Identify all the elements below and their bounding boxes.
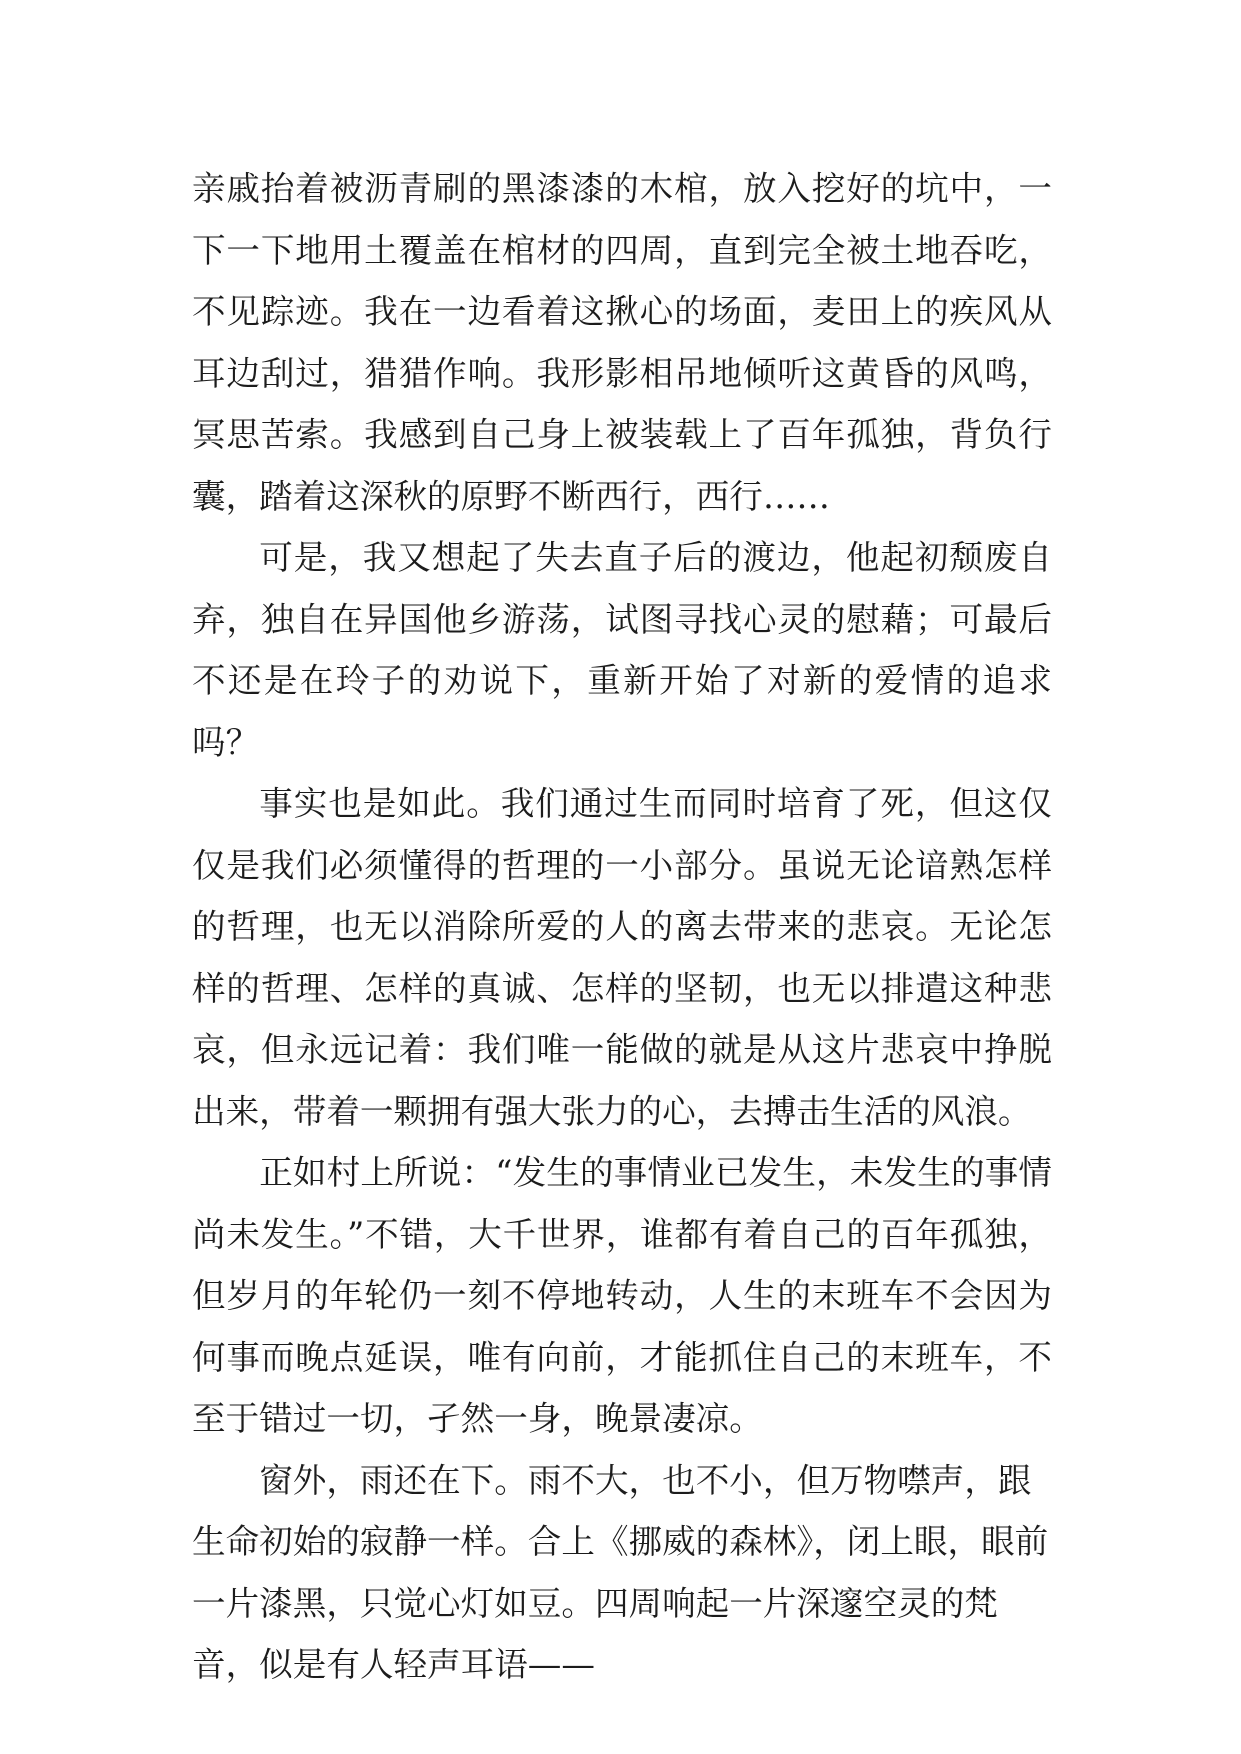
paragraph-1: 亲戚抬着被沥青刷的黑漆漆的木棺，放入挖好的坑中，一下一下地用土覆盖在棺材的四周，直到完全被土地吞吃，不见踪迹。我在一边看着这揪心的场面，麦田上的疾风从耳边刮过，猎猎作响。我形影相吊地倾听这黄昏的风鸣，冥思苦索。我感到自己身上被装载上了百年孤独，背负行囊，踏着这深秋的原野不断西行，西行…… <box>192 169 1052 516</box>
paragraph-2: 可是，我又想起了失去直子后的渡边，他起初颓废自弃，独自在异国他乡游荡，试图寻找心灵的慰藉；可最后不还是在玲子的劝说下，重新开始了对新的爱情的追求吗？ <box>192 538 1052 762</box>
paragraph-3: 事实也是如此。我们通过生而同时培育了死，但这仅仅是我们必须懂得的哲理的一小部分。虽说无论谙熟怎样的哲理，也无以消除所爱的人的离去带来的悲哀。无论怎样的哲理、怎样的真诚、怎样的坚韧，也无以排遣这种悲哀，但永远记着：我们唯一能做的就是从这片悲哀中挣脱出来，带着一颗拥有强大张力的心，去搏击生活的风浪。 <box>192 784 1052 1131</box>
document-page <box>192 158 1052 1696</box>
paragraph-4: 正如村上所说：“发生的事情业已发生，未发生的事情尚未发生。”不错，大千世界，谁都有着自己的百年孤独，但岁月的年轮仍一刻不停地转动，人生的末班车不会因为何事而晚点延误，唯有向前，才能抓住自己的末班车，不至于错过一切，孑然一身，晚景凄凉。 <box>192 1153 1052 1438</box>
paragraph-5: 窗外，雨还在下。雨不大，也不小，但万物噤声，跟生命初始的寂静一样。合上《挪威的森林》，闭上眼，眼前一片漆黑，只觉心灯如豆。四周响起一片深邃空灵的梵音，似是有人轻声耳语—— <box>192 1460 1049 1684</box>
